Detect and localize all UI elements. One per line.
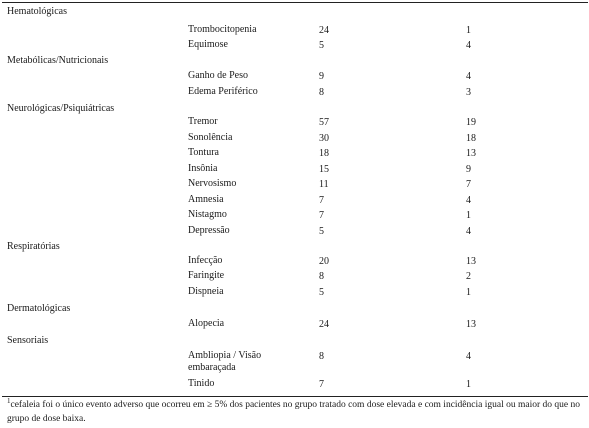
event-label: Tinido [188, 378, 215, 389]
event-label: Alopecia [188, 318, 225, 329]
event-label: Tontura [188, 147, 219, 158]
category-row [0, 54, 589, 68]
high-dose-value: 24 [319, 25, 329, 36]
event-row [0, 86, 589, 100]
low-dose-value: 2 [466, 271, 471, 282]
event-row [0, 39, 589, 53]
high-dose-value: 24 [319, 319, 329, 330]
event-row [0, 318, 589, 332]
event-label: Equimose [188, 39, 228, 50]
high-dose-value: 8 [319, 351, 324, 362]
event-row [0, 270, 589, 284]
high-dose-value: 8 [319, 87, 324, 98]
low-dose-value: 19 [466, 117, 476, 128]
event-label: Depressão [188, 225, 230, 236]
low-dose-value: 13 [466, 319, 476, 330]
event-label: Trombocitopenia [188, 24, 257, 35]
category-label: Metabólicas/Nutricionais [7, 55, 109, 66]
category-label: Hematológicas [7, 6, 67, 17]
category-row [0, 334, 589, 348]
high-dose-value: 5 [319, 40, 324, 51]
category-row [0, 5, 589, 19]
low-dose-value: 4 [466, 226, 471, 237]
high-dose-value: 15 [319, 164, 329, 175]
high-dose-value: 7 [319, 210, 324, 221]
category-label: Neurológicas/Psiquiátricas [7, 103, 115, 114]
event-row [0, 163, 589, 177]
event-label: Faringite [188, 270, 225, 281]
high-dose-value: 20 [319, 256, 329, 267]
low-dose-value: 18 [466, 133, 476, 144]
table-footnote [7, 398, 582, 426]
table-top-rule [2, 2, 588, 3]
event-label: Nistagmo [188, 209, 227, 220]
high-dose-value: 9 [319, 71, 324, 82]
low-dose-value: 4 [466, 195, 471, 206]
low-dose-value: 9 [466, 164, 471, 175]
low-dose-value: 13 [466, 256, 476, 267]
low-dose-value: 1 [466, 379, 471, 390]
event-label: Sonolência [188, 132, 233, 143]
footnote-text: cefaleia foi o único evento adverso que ocorreu em ≥ 5% dos pacientes no grupo tratado com dose elevada e com incidência igual ou maior do que no grupo de dose baixa. [7, 400, 580, 424]
event-label: Insônia [188, 163, 218, 174]
high-dose-value: 18 [319, 148, 329, 159]
event-label: Edema Periférico [188, 86, 258, 97]
category-label: Dermatológicas [7, 303, 71, 314]
event-row [0, 24, 589, 38]
event-row [0, 209, 589, 223]
high-dose-value: 57 [319, 117, 329, 128]
low-dose-value: 4 [466, 71, 471, 82]
high-dose-value: 5 [319, 287, 324, 298]
event-label: Infecção [188, 255, 223, 266]
high-dose-value: 7 [319, 195, 324, 206]
event-label: Amnesia [188, 194, 224, 205]
high-dose-value: 7 [319, 379, 324, 390]
footnote-marker: 1 [7, 396, 11, 405]
category-label: Respiratórias [7, 241, 60, 252]
event-row [0, 132, 589, 146]
event-row [0, 116, 589, 130]
event-row [0, 147, 589, 161]
low-dose-value: 4 [466, 40, 471, 51]
event-row [0, 378, 589, 392]
category-row [0, 102, 589, 116]
low-dose-value: 1 [466, 25, 471, 36]
event-label: Dispneia [188, 286, 224, 297]
low-dose-value: 3 [466, 87, 471, 98]
event-label: Ganho de Peso [188, 70, 248, 81]
high-dose-value: 8 [319, 271, 324, 282]
category-row [0, 240, 589, 254]
high-dose-value: 11 [319, 179, 329, 190]
event-row [0, 178, 589, 192]
event-row [0, 70, 589, 84]
table-bottom-rule [2, 396, 588, 397]
low-dose-value: 1 [466, 210, 471, 221]
event-row [0, 194, 589, 208]
event-label: Tremor [188, 116, 218, 127]
low-dose-value: 1 [466, 287, 471, 298]
low-dose-value: 4 [466, 351, 471, 362]
category-row [0, 302, 589, 316]
event-row [0, 350, 589, 373]
high-dose-value: 5 [319, 226, 324, 237]
high-dose-value: 30 [319, 133, 329, 144]
category-label: Sensoriais [7, 335, 49, 346]
event-label: Nervosismo [188, 178, 237, 189]
low-dose-value: 7 [466, 179, 471, 190]
event-row [0, 286, 589, 300]
event-label: Ambliopia / Visão embaraçada [188, 350, 262, 373]
event-row [0, 255, 589, 269]
low-dose-value: 13 [466, 148, 476, 159]
event-row [0, 225, 589, 239]
